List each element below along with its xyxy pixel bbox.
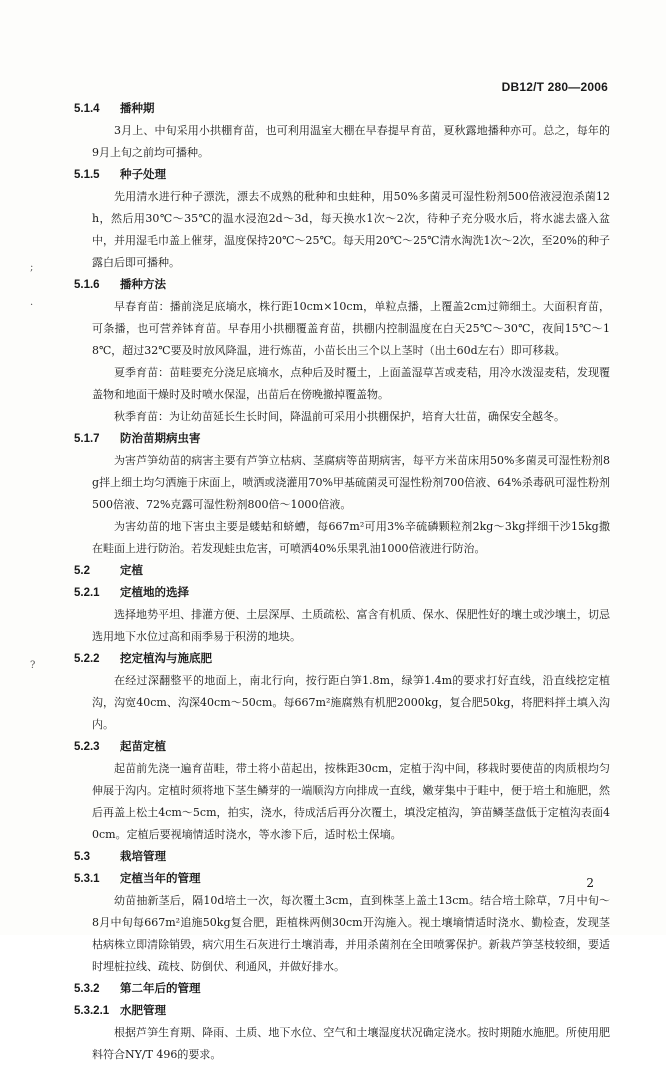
section-heading [74, 736, 610, 758]
paragraph: 夏季育苗：苗畦要充分浇足底墒水，点种后及时覆土，上面盖湿草苫或麦秸，用冷水泼湿麦秸，发现覆盖物和地面干燥时及时喷水保湿，出苗后在傍晚撤掉覆盖物。 [92, 366, 610, 401]
paragraph: 先用清水进行种子漂洗，漂去不成熟的秕种和虫蛀种，用50%多菌灵可湿性粉剂500倍液浸泡杀菌12h，然后用30℃～35℃的温水浸泡2d～3d，每天换水1次～2次，待种子充分吸水后，将水滤去盛入盆中，并用湿毛巾盖上催芽，温度保持20℃～25℃。每天用20℃～25℃清水淘洗1次～2次，至20%的种子露白后即可播种。 [92, 190, 610, 269]
section-title: 栽培管理 [120, 851, 166, 863]
margin-mark: ? [30, 660, 36, 671]
section-number: 5.2.1 [74, 587, 100, 599]
paragraph: 秋季育苗：为让幼苗延长生长时间，降温前可采用小拱棚保护，培育大壮苗，确保安全越冬。 [114, 410, 565, 423]
section-title: 挖定植沟与施底肥 [120, 653, 212, 665]
section-title: 种子处理 [120, 169, 166, 181]
section-number: 5.1.4 [74, 103, 100, 115]
section-number: 5.3.1 [74, 873, 100, 885]
section-title: 定植地的选择 [120, 587, 189, 599]
section-number: 5.2.2 [74, 653, 100, 665]
section-heading [74, 846, 610, 868]
section-number: 5.1.7 [74, 433, 100, 445]
section-number: 5.3.2 [74, 983, 100, 995]
page-number: 2 [586, 876, 594, 890]
section-heading [74, 978, 610, 1000]
paragraph: 选择地势平坦、排灌方便、土层深厚、土质疏松、富含有机质、保水、保肥性好的壤土或沙壤土，切忌选用地下水位过高和雨季易于积涝的地块。 [92, 608, 610, 643]
section-number: 5.3.2.1 [74, 1005, 110, 1017]
paragraph: 为害芦笋幼苗的病害主要有芦笋立枯病、茎腐病等苗期病害，每平方米苗床用50%多菌灵可湿性粉剂8g拌上细土均匀洒施于床面上，喷洒或浇灌用70%甲基硫菌灵可湿性粉剂700倍液、64%杀毒矾可湿性粉剂500倍液、72%克露可湿性粉剂800倍～1000倍液。 [92, 454, 610, 511]
paragraph: 为害幼苗的地下害虫主要是蝼蛄和蛴螬，每667m²可用3%辛硫磷颗粒剂2kg～3kg拌细干沙15kg撒在畦面上进行防治。若发现蛙虫危害，可喷洒40%乐果乳油1000倍液进行防治。 [92, 520, 610, 555]
paragraph: 起苗前先浇一遍育苗畦，带土将小苗起出，按株距30cm，定植于沟中间，移栽时要使苗的肉质根均匀伸展于沟内。定植时须将地下茎生鳞芽的一端顺沟方向排成一直线，嫩芽集中于畦中，便于培土和施肥，然后再盖上松土4cm～5cm，拍实，浇水，待成活后再分次覆土，填没定植沟，笋苗鳞茎盘低于定植沟表面40cm。定植后要视墒情适时浇水，等水渗下后，适时松土保墒。 [92, 762, 610, 841]
section-number: 5.1.6 [74, 279, 100, 291]
section-heading [74, 428, 610, 450]
section-title: 起苗定植 [120, 741, 166, 753]
paragraph: 早春育苗：播前浇足底墒水，株行距10cm×10cm，单粒点播，上覆盖2cm过筛细土。大面积育苗，可条播，也可营养钵育苗。早春用小拱棚覆盖育苗，拱棚内控制温度在白天25℃～30℃，夜间15℃～18℃，超过32℃要及时放风降温，进行炼苗，小苗长出三个以上茎时（出土60d左右）即可移栽。 [92, 300, 610, 357]
section-heading [74, 1000, 610, 1022]
section-title: 定植当年的管理 [120, 873, 201, 885]
section-number: 5.2 [74, 565, 90, 577]
section-heading [74, 648, 610, 670]
margin-mark: · [30, 300, 34, 311]
margin-mark: ; [30, 262, 34, 273]
section-heading [74, 274, 610, 296]
section-title: 播种期 [120, 103, 155, 115]
paragraph: 在经过深翻整平的地面上，南北行向，按行距白笋1.8m，绿笋1.4m的要求打好直线，沿直线挖定植沟，沟宽40cm、沟深40cm～50cm。每667m²施腐熟有机肥2000kg，复合肥50kg，将肥料拌土填入沟内。 [92, 674, 610, 731]
section-title: 防治苗期病虫害 [120, 433, 201, 445]
paragraph: 根据芦笋生育期、降雨、土质、地下水位、空气和土壤湿度状况确定浇水。按时期随水施肥。所使用肥料符合NY/T 496的要求。 [92, 1026, 610, 1061]
section-heading [74, 582, 610, 604]
section-heading [74, 164, 610, 186]
paragraph: 3月上、中旬采用小拱棚育苗，也可利用温室大棚在早春提早育苗，夏秋露地播种亦可。总之，每年的9月上旬之前均可播种。 [92, 124, 610, 159]
section-number: 5.2.3 [74, 741, 100, 753]
section-title: 水肥管理 [120, 1005, 166, 1017]
section-heading [74, 98, 610, 120]
section-number: 5.1.5 [74, 169, 100, 181]
document-code: DB12/T 280—2006 [501, 80, 608, 94]
section-title: 第二年后的管理 [120, 983, 201, 995]
section-number: 5.3 [74, 851, 90, 863]
section-title: 播种方法 [120, 279, 166, 291]
paragraph: 幼苗抽新茎后，隔10d培土一次，每次覆土3cm，直到株茎上盖土13cm。结合培土除草，7月中旬～8月中旬每667m²追施50kg复合肥，距植株两侧30cm开沟施入。视土壤墒情适时浇水、勤检查，发现茎枯病株立即清除销毁，病穴用生石灰进行土壤消毒，并用杀菌剂在全田喷雾保护。新栽芦笋茎枝较细，要适时埋桩拉线、疏枝、防倒伏、利通风，并做好排水。 [92, 894, 610, 973]
section-heading [74, 560, 610, 582]
document-body [74, 98, 610, 1066]
section-heading [74, 868, 610, 890]
section-title: 定植 [120, 565, 143, 577]
